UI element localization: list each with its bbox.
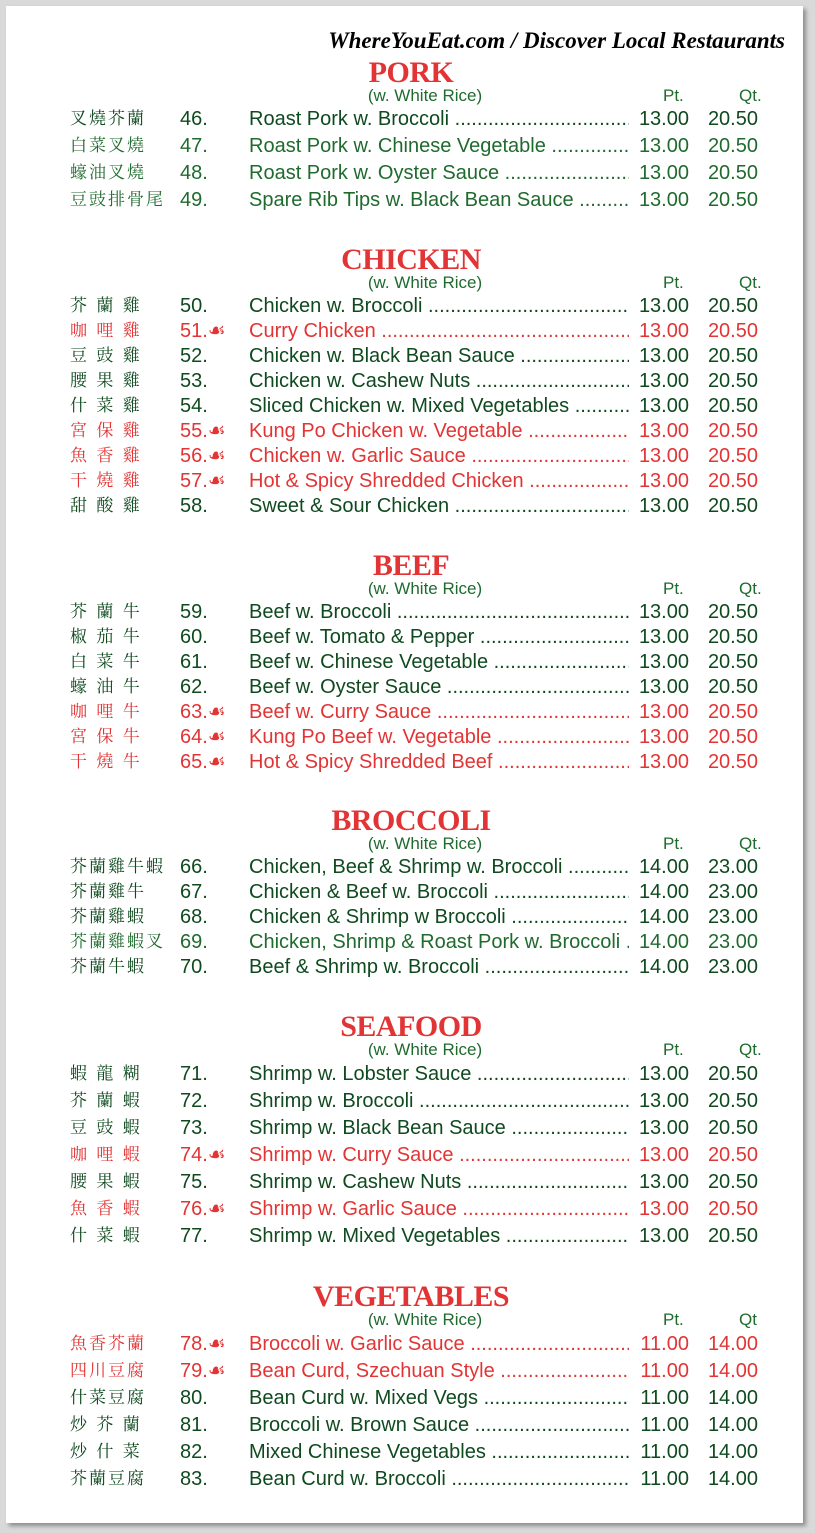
- menu-item: [6, 106, 803, 132]
- item-quart-price: 20.50: [707, 1225, 758, 1247]
- item-pint-price: 13.00: [630, 599, 689, 625]
- item-quart-price: 20.50: [707, 470, 758, 492]
- item-number: 59.: [180, 601, 208, 623]
- item-pint-price: 13.00: [630, 749, 689, 775]
- item-chinese-name: 宮 保 牛: [70, 727, 142, 747]
- item-chinese-name: 蝦 龍 糊: [70, 1064, 142, 1084]
- item-name: Hot & Spicy Shredded Chicken .....: [249, 468, 629, 494]
- item-pint-price: 13.00: [630, 1169, 689, 1195]
- item-number: 77.: [180, 1225, 208, 1247]
- item-quart-price: 14.00: [707, 1333, 758, 1355]
- item-pint-price: 13.00: [630, 724, 689, 750]
- item-pint-price: 11.00: [630, 1358, 689, 1384]
- item-name: Hot & Spicy Shredded Beef .....: [249, 749, 629, 775]
- section-title: VEGETABLES: [312, 1280, 510, 1313]
- menu-item: [6, 468, 803, 494]
- item-pint-price: 13.00: [630, 1142, 689, 1168]
- item-quart-price: 23.00: [707, 856, 758, 878]
- item-chinese-name: 蠔 油 牛: [70, 677, 142, 697]
- site-watermark: WhereYouEat.com / Discover Local Restaurants: [328, 28, 785, 53]
- item-name: Beef & Shrimp w. Broccoli .....: [249, 954, 629, 980]
- item-name: Beef w. Curry Sauce .....: [249, 699, 629, 725]
- item-chinese-name: 芥蘭雞蝦: [70, 907, 146, 927]
- menu-item: [6, 599, 803, 625]
- item-number: 66.: [180, 856, 208, 878]
- item-quart-price: 14.00: [707, 1441, 758, 1463]
- item-pint-price: 13.00: [630, 624, 689, 650]
- item-number: 52.: [180, 345, 208, 367]
- item-name: Broccoli w. Brown Sauce .....: [249, 1412, 629, 1438]
- item-name: Chicken w. Cashew Nuts .....: [249, 368, 629, 394]
- menu-item: [6, 368, 803, 394]
- quart-header: Qt.: [739, 86, 762, 105]
- item-quart-price: 20.50: [707, 295, 758, 317]
- item-chinese-name: 叉燒芥蘭: [70, 109, 146, 129]
- item-chinese-name: 四川豆腐: [70, 1361, 146, 1381]
- item-number: 67.: [180, 881, 208, 903]
- item-number: 76.☙: [180, 1198, 226, 1220]
- pint-header: Pt.: [663, 579, 684, 598]
- item-name: Roast Pork w. Chinese Vegetable .....: [249, 133, 629, 159]
- item-chinese-name: 什 菜 雞: [70, 396, 142, 416]
- item-chinese-name: 魚 香 雞: [70, 446, 142, 466]
- quart-header: Qt: [739, 1310, 757, 1329]
- item-chinese-name: 豆豉排骨尾: [70, 190, 165, 210]
- item-pint-price: 13.00: [630, 293, 689, 319]
- menu-page: [6, 6, 803, 1523]
- pint-header: Pt.: [663, 273, 684, 292]
- menu-item: [6, 293, 803, 319]
- menu-item: [6, 724, 803, 750]
- item-chinese-name: 魚香芥蘭: [70, 1334, 146, 1354]
- item-name: Spare Rib Tips w. Black Bean Sauce .....: [249, 187, 629, 213]
- item-number: 69.: [180, 931, 208, 953]
- item-pint-price: 13.00: [630, 649, 689, 675]
- pint-header: Pt.: [663, 834, 684, 853]
- item-pint-price: 13.00: [630, 318, 689, 344]
- item-pint-price: 11.00: [630, 1439, 689, 1465]
- menu-item: [6, 1223, 803, 1249]
- item-chinese-name: 咖 哩 牛: [70, 702, 142, 722]
- menu-item: [6, 879, 803, 905]
- item-pint-price: 11.00: [630, 1385, 689, 1411]
- item-quart-price: 20.50: [707, 601, 758, 623]
- menu-item: [6, 133, 803, 159]
- item-name: Chicken, Shrimp & Roast Pork w. Broccoli .....: [249, 929, 629, 955]
- item-pint-price: 14.00: [630, 929, 689, 955]
- item-pint-price: 13.00: [630, 699, 689, 725]
- menu-item: [6, 1466, 803, 1492]
- item-quart-price: 20.50: [707, 345, 758, 367]
- item-name: Roast Pork w. Broccoli .....: [249, 106, 629, 132]
- menu-item: [6, 1061, 803, 1087]
- item-number: 47.: [180, 135, 208, 157]
- section-title: BEEF: [372, 549, 450, 582]
- section-title: CHICKEN: [341, 243, 481, 276]
- item-name: Curry Chicken .....: [249, 318, 629, 344]
- item-number: 48.: [180, 162, 208, 184]
- item-quart-price: 20.50: [707, 495, 758, 517]
- menu-item: [6, 443, 803, 469]
- item-number: 62.: [180, 676, 208, 698]
- item-number: 54.: [180, 395, 208, 417]
- item-number: 75.: [180, 1171, 208, 1193]
- item-pint-price: 13.00: [630, 674, 689, 700]
- item-number: 81.: [180, 1414, 208, 1436]
- menu-item: [6, 929, 803, 955]
- item-chinese-name: 咖 哩 雞: [70, 321, 142, 341]
- item-pint-price: 13.00: [630, 187, 689, 213]
- item-chinese-name: 豆 豉 雞: [70, 346, 142, 366]
- section-title: SEAFOOD: [340, 1010, 482, 1043]
- item-quart-price: 20.50: [707, 1063, 758, 1085]
- item-chinese-name: 腰 果 蝦: [70, 1172, 142, 1192]
- item-chinese-name: 甜 酸 雞: [70, 496, 142, 516]
- item-quart-price: 23.00: [707, 906, 758, 928]
- item-name: Sliced Chicken w. Mixed Vegetables .....: [249, 393, 629, 419]
- item-number: 58.: [180, 495, 208, 517]
- item-quart-price: 14.00: [707, 1387, 758, 1409]
- menu-item: [6, 318, 803, 344]
- item-name: Kung Po Beef w. Vegetable .....: [249, 724, 629, 750]
- menu-item: [6, 1115, 803, 1141]
- item-chinese-name: 什 菜 蝦: [70, 1226, 142, 1246]
- menu-item: [6, 187, 803, 213]
- item-name: Chicken & Shrimp w Broccoli .....: [249, 904, 629, 930]
- item-number: 68.: [180, 906, 208, 928]
- menu-item: [6, 1169, 803, 1195]
- item-number: 51.☙: [180, 320, 226, 342]
- quart-header: Qt.: [739, 579, 762, 598]
- item-chinese-name: 炒 什 菜: [70, 1442, 142, 1462]
- item-number: 64.☙: [180, 726, 226, 748]
- item-chinese-name: 白菜叉燒: [70, 136, 146, 156]
- item-quart-price: 20.50: [707, 395, 758, 417]
- item-name: Mixed Chinese Vegetables .....: [249, 1439, 629, 1465]
- item-quart-price: 20.50: [707, 108, 758, 130]
- item-quart-price: 20.50: [707, 626, 758, 648]
- item-chinese-name: 芥蘭雞蝦叉: [70, 932, 165, 952]
- item-pint-price: 11.00: [630, 1331, 689, 1357]
- item-quart-price: 20.50: [707, 651, 758, 673]
- menu-item: [6, 1412, 803, 1438]
- item-name: Chicken w. Garlic Sauce .....: [249, 443, 629, 469]
- item-pint-price: 13.00: [630, 160, 689, 186]
- menu-item: [6, 418, 803, 444]
- item-name: Roast Pork w. Oyster Sauce .....: [249, 160, 629, 186]
- item-name: Bean Curd, Szechuan Style .....: [249, 1358, 629, 1384]
- item-pint-price: 11.00: [630, 1412, 689, 1438]
- item-quart-price: 20.50: [707, 135, 758, 157]
- quart-header: Qt.: [739, 834, 762, 853]
- section-subtitle: (w. White Rice): [367, 1310, 483, 1329]
- section-subtitle: (w. White Rice): [367, 1040, 483, 1059]
- item-number: 74.☙: [180, 1144, 226, 1166]
- item-number: 63.☙: [180, 701, 226, 723]
- item-name: Beef w. Broccoli .....: [249, 599, 629, 625]
- item-quart-price: 14.00: [707, 1414, 758, 1436]
- item-name: Chicken w. Broccoli .....: [249, 293, 629, 319]
- item-number: 61.: [180, 651, 208, 673]
- item-name: Chicken & Beef w. Broccoli .....: [249, 879, 629, 905]
- item-name: Beef w. Tomato & Pepper .....: [249, 624, 629, 650]
- item-chinese-name: 咖 哩 蝦: [70, 1145, 142, 1165]
- item-pint-price: 13.00: [630, 468, 689, 494]
- item-quart-price: 20.50: [707, 701, 758, 723]
- item-name: Sweet & Sour Chicken .....: [249, 493, 629, 519]
- item-chinese-name: 芥蘭雞牛: [70, 882, 146, 902]
- item-number: 80.: [180, 1387, 208, 1409]
- item-pint-price: 14.00: [630, 954, 689, 980]
- item-quart-price: 20.50: [707, 1198, 758, 1220]
- item-quart-price: 20.50: [707, 751, 758, 773]
- item-chinese-name: 芥 蘭 雞: [70, 296, 142, 316]
- item-chinese-name: 豆 豉 蝦: [70, 1118, 142, 1138]
- item-pint-price: 14.00: [630, 879, 689, 905]
- item-pint-price: 13.00: [630, 106, 689, 132]
- item-quart-price: 20.50: [707, 676, 758, 698]
- item-pint-price: 14.00: [630, 904, 689, 930]
- item-number: 71.: [180, 1063, 208, 1085]
- section-title: BROCCOLI: [331, 804, 491, 837]
- item-pint-price: 13.00: [630, 133, 689, 159]
- item-number: 46.: [180, 108, 208, 130]
- item-quart-price: 20.50: [707, 1171, 758, 1193]
- menu-item: [6, 649, 803, 675]
- item-name: Shrimp w. Lobster Sauce .....: [249, 1061, 629, 1087]
- item-pint-price: 13.00: [630, 1061, 689, 1087]
- menu-item: [6, 1439, 803, 1465]
- item-chinese-name: 干 燒 牛: [70, 752, 142, 772]
- item-quart-price: 14.00: [707, 1468, 758, 1490]
- item-number: 72.: [180, 1090, 208, 1112]
- menu-item: [6, 160, 803, 186]
- item-name: Shrimp w. Garlic Sauce .....: [249, 1196, 629, 1222]
- item-chinese-name: 魚 香 蝦: [70, 1199, 142, 1219]
- menu-item: [6, 1385, 803, 1411]
- item-name: Broccoli w. Garlic Sauce .....: [249, 1331, 629, 1357]
- item-quart-price: 20.50: [707, 162, 758, 184]
- section-subtitle: (w. White Rice): [367, 579, 483, 598]
- item-pint-price: 13.00: [630, 493, 689, 519]
- menu-item: [6, 624, 803, 650]
- item-pint-price: 13.00: [630, 1223, 689, 1249]
- item-pint-price: 13.00: [630, 1115, 689, 1141]
- item-quart-price: 20.50: [707, 445, 758, 467]
- item-number: 53.: [180, 370, 208, 392]
- item-chinese-name: 椒 茄 牛: [70, 627, 142, 647]
- menu-item: [6, 674, 803, 700]
- item-number: 73.: [180, 1117, 208, 1139]
- item-quart-price: 20.50: [707, 189, 758, 211]
- item-quart-price: 20.50: [707, 1117, 758, 1139]
- item-pint-price: 13.00: [630, 368, 689, 394]
- item-pint-price: 13.00: [630, 418, 689, 444]
- item-number: 78.☙: [180, 1333, 226, 1355]
- section-subtitle: (w. White Rice): [367, 273, 483, 292]
- item-number: 79.☙: [180, 1360, 226, 1382]
- item-number: 65.☙: [180, 751, 226, 773]
- item-pint-price: 14.00: [630, 854, 689, 880]
- menu-item: [6, 1358, 803, 1384]
- item-pint-price: 13.00: [630, 393, 689, 419]
- pint-header: Pt.: [663, 1310, 684, 1329]
- item-quart-price: 20.50: [707, 726, 758, 748]
- menu-item: [6, 1331, 803, 1357]
- item-quart-price: 14.00: [707, 1360, 758, 1382]
- item-pint-price: 13.00: [630, 443, 689, 469]
- menu-item: [6, 1196, 803, 1222]
- item-pint-price: 13.00: [630, 343, 689, 369]
- item-quart-price: 23.00: [707, 881, 758, 903]
- item-number: 70.: [180, 956, 208, 978]
- menu-item: [6, 954, 803, 980]
- menu-item: [6, 904, 803, 930]
- quart-header: Qt.: [739, 1040, 762, 1059]
- item-name: Beef w. Chinese Vegetable .....: [249, 649, 629, 675]
- menu-item: [6, 393, 803, 419]
- item-number: 82.: [180, 1441, 208, 1463]
- item-quart-price: 20.50: [707, 320, 758, 342]
- menu-item: [6, 749, 803, 775]
- item-chinese-name: 芥蘭牛蝦: [70, 957, 146, 977]
- item-name: Shrimp w. Curry Sauce .....: [249, 1142, 629, 1168]
- menu-item: [6, 343, 803, 369]
- item-quart-price: 20.50: [707, 1090, 758, 1112]
- item-quart-price: 20.50: [707, 370, 758, 392]
- section-subtitle: (w. White Rice): [367, 834, 483, 853]
- item-chinese-name: 腰 果 雞: [70, 371, 142, 391]
- section-title: PORK: [368, 56, 454, 89]
- item-chinese-name: 白 菜 牛: [70, 652, 142, 672]
- item-number: 55.☙: [180, 420, 226, 442]
- item-chinese-name: 宮 保 雞: [70, 421, 142, 441]
- item-chinese-name: 芥 蘭 牛: [70, 602, 142, 622]
- item-quart-price: 20.50: [707, 1144, 758, 1166]
- pint-header: Pt.: [663, 1040, 684, 1059]
- item-chinese-name: 芥 蘭 蝦: [70, 1091, 142, 1111]
- item-chinese-name: 炒 芥 蘭: [70, 1415, 142, 1435]
- item-pint-price: 13.00: [630, 1196, 689, 1222]
- item-name: Shrimp w. Mixed Vegetables .....: [249, 1223, 629, 1249]
- item-chinese-name: 芥蘭雞牛蝦: [70, 857, 165, 877]
- item-number: 56.☙: [180, 445, 226, 467]
- menu-item: [6, 854, 803, 880]
- item-chinese-name: 芥蘭豆腐: [70, 1469, 146, 1489]
- section-subtitle: (w. White Rice): [367, 86, 483, 105]
- item-number: 60.: [180, 626, 208, 648]
- item-name: Kung Po Chicken w. Vegetable .....: [249, 418, 629, 444]
- item-number: 83.: [180, 1468, 208, 1490]
- item-number: 57.☙: [180, 470, 226, 492]
- item-number: 50.: [180, 295, 208, 317]
- item-name: Bean Curd w. Broccoli .....: [249, 1466, 629, 1492]
- item-name: Beef w. Oyster Sauce .....: [249, 674, 629, 700]
- menu-item: [6, 1088, 803, 1114]
- menu-item: [6, 1142, 803, 1168]
- item-quart-price: 23.00: [707, 956, 758, 978]
- item-name: Shrimp w. Black Bean Sauce .....: [249, 1115, 629, 1141]
- menu-item: [6, 493, 803, 519]
- quart-header: Qt.: [739, 273, 762, 292]
- item-number: 49.: [180, 189, 208, 211]
- item-chinese-name: 蠔油叉燒: [70, 163, 146, 183]
- item-name: Chicken w. Black Bean Sauce .....: [249, 343, 629, 369]
- item-name: Shrimp w. Cashew Nuts .....: [249, 1169, 629, 1195]
- item-quart-price: 20.50: [707, 420, 758, 442]
- item-name: Bean Curd w. Mixed Vegs .....: [249, 1385, 629, 1411]
- item-chinese-name: 干 燒 雞: [70, 471, 142, 491]
- item-pint-price: 13.00: [630, 1088, 689, 1114]
- item-pint-price: 11.00: [630, 1466, 689, 1492]
- menu-item: [6, 699, 803, 725]
- item-name: Chicken, Beef & Shrimp w. Broccoli .....: [249, 854, 629, 880]
- item-chinese-name: 什菜豆腐: [70, 1388, 146, 1408]
- item-quart-price: 23.00: [707, 931, 758, 953]
- item-name: Shrimp w. Broccoli .....: [249, 1088, 629, 1114]
- pint-header: Pt.: [663, 86, 684, 105]
